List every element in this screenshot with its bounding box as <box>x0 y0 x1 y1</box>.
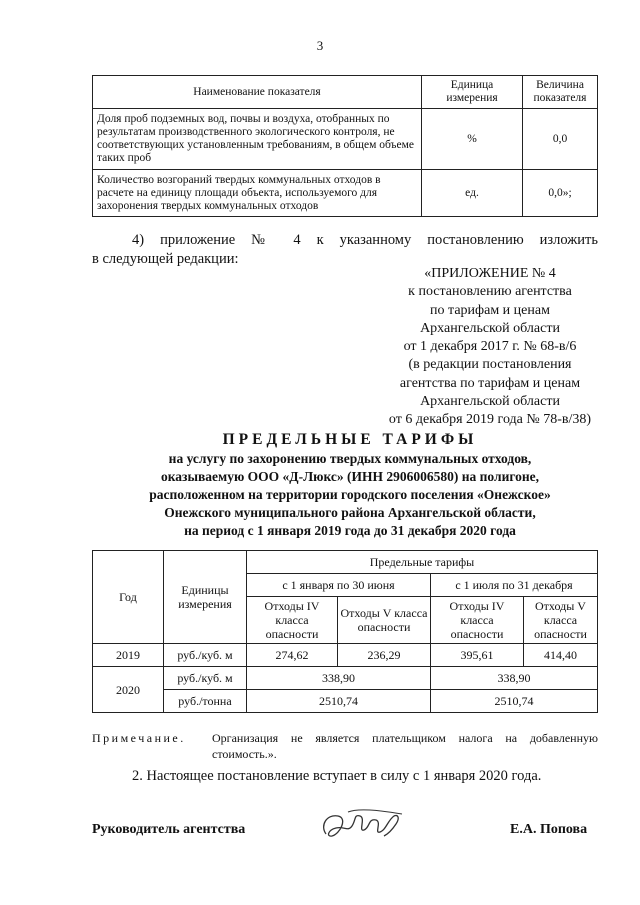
header-class-4: Отходы IV класса опасности <box>431 597 524 644</box>
appendix-line: Архангельской области <box>420 394 560 410</box>
appendix-line: от 1 декабря 2017 г. № 68-в/6 <box>403 339 577 355</box>
paragraph-4-line-2: в следующей редакции: <box>92 251 239 267</box>
tariff-cell: 338,90 <box>431 667 598 690</box>
appendix-line: «ПРИЛОЖЕНИЕ № 4 <box>424 266 556 281</box>
tariff-cell: 236,29 <box>338 644 431 667</box>
header-indicator-name: Наименование показателя <box>93 76 422 109</box>
document-title <box>100 430 600 540</box>
table-row <box>93 170 598 217</box>
header-period-1: с 1 января по 30 июня <box>247 574 431 597</box>
note-label: Примечание. <box>92 731 186 745</box>
tariff-cell: 414,40 <box>524 644 598 667</box>
tariff-cell: 2510,74 <box>247 690 431 713</box>
header-class-4: Отходы IV класса опасности <box>247 597 338 644</box>
table-row <box>93 690 598 713</box>
header-value: Величина показателя <box>523 76 598 109</box>
paragraph-4-line-1: 4) приложение № 4 к указанному постановлению изложить <box>132 232 598 248</box>
indicator-value: 0,0 <box>523 109 598 170</box>
title-line: на период с 1 января 2019 года до 31 декабря 2020 года <box>184 523 516 538</box>
title-main: ПРЕДЕЛЬНЫЕ ТАРИФЫ <box>222 431 478 448</box>
tariff-cell: 2510,74 <box>431 690 598 713</box>
handwritten-signature <box>318 804 408 851</box>
title-line: оказываемую ООО «Д-Люкс» (ИНН 2906006580) на полигоне, <box>160 469 540 484</box>
page-number: 3 <box>316 38 324 53</box>
paragraph-2: 2. Настоящее постановление вступает в силу с 1 января 2020 года. <box>132 768 542 784</box>
indicator-name: Доля проб подземных вод, почвы и воздуха, отобранных по результатам производственного экологического контроля, не соответствующих установленным требованиям, в общем объеме таких проб <box>93 109 422 170</box>
signatory-position: Руководитель агентства <box>92 822 246 837</box>
header-period-2: с 1 июля по 31 декабря <box>431 574 598 597</box>
indicators-table <box>92 75 598 217</box>
appendix-line: от 6 декабря 2019 года № 78-в/38) <box>388 412 592 428</box>
tariff-cell: 274,62 <box>247 644 338 667</box>
unit-cell: руб./куб. м <box>164 667 247 690</box>
appendix-line: Архангельской области <box>420 320 560 336</box>
tariff-cell: 395,61 <box>431 644 524 667</box>
paragraph-4 <box>92 231 598 269</box>
indicator-unit: % <box>422 109 523 170</box>
title-line: расположенном на территории городского поселения «Онежское» <box>149 487 551 502</box>
tariff-cell: 338,90 <box>247 667 431 690</box>
unit-cell: руб./куб. м <box>164 644 247 667</box>
indicator-unit: ед. <box>422 170 523 217</box>
appendix-line: (в редакции постановления <box>408 357 572 373</box>
header-class-5: Отходы V класса опасности <box>338 597 431 644</box>
header-tariffs: Предельные тарифы <box>247 551 598 574</box>
appendix-line: по тарифам и ценам <box>430 302 550 318</box>
header-unit: Единица измерения <box>422 76 523 109</box>
table-row <box>93 109 598 170</box>
appendix-block <box>380 265 600 430</box>
header-year: Год <box>93 551 164 644</box>
signatory-name: Е.А. Попова <box>510 822 588 837</box>
indicator-value: 0,0»; <box>523 170 598 217</box>
tariffs-table <box>92 550 598 713</box>
note-text: Организация не является плательщиком налога на добавленную стоимость.». <box>212 731 598 761</box>
table-row <box>93 644 598 667</box>
title-line: Онежского муниципального района Архангельской области, <box>164 505 536 520</box>
appendix-line: к постановлению агентства <box>408 284 572 300</box>
table-row <box>93 667 598 690</box>
year-cell: 2019 <box>93 644 164 667</box>
indicator-name: Количество возгораний твердых коммунальных отходов в расчете на единицу площади объекта, используемого для захоронения твердых коммунальных отходов <box>93 170 422 217</box>
unit-cell: руб./тонна <box>164 690 247 713</box>
header-class-5: Отходы V класса опасности <box>524 597 598 644</box>
appendix-line: агентства по тарифам и ценам <box>399 375 581 391</box>
title-line: на услугу по захоронению твердых коммунальных отходов, <box>168 451 532 466</box>
header-units: Единицы измерения <box>164 551 247 644</box>
indicators-header-row <box>93 76 598 109</box>
year-cell: 2020 <box>93 667 164 713</box>
